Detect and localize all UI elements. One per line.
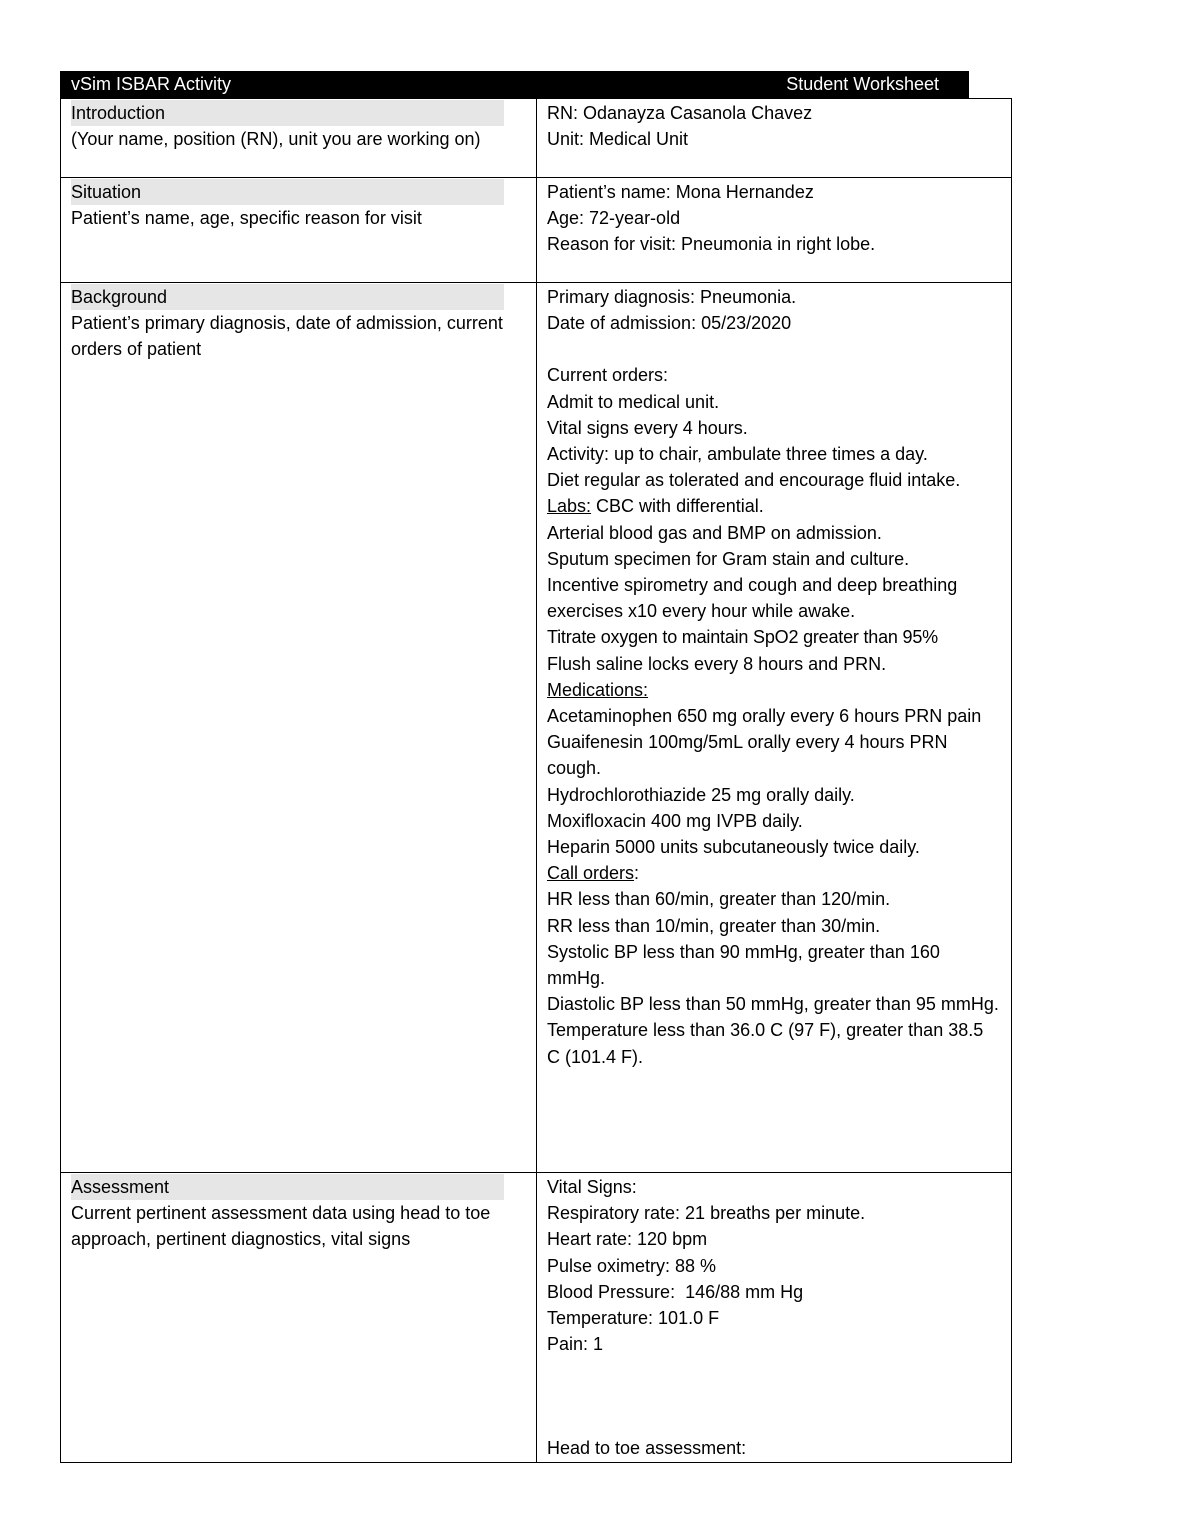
situation-prompt: Patient’s name, age, specific reason for visit — [71, 208, 422, 229]
situation-label: Situation — [71, 179, 504, 205]
reason-for-visit: Reason for visit: Pneumonia in right lobe. — [547, 234, 876, 255]
activity-title: vSim ISBAR Activity — [71, 74, 232, 94]
rn-name: RN: Odanayza Casanola Chavez — [547, 103, 813, 123]
background-row — [61, 283, 1012, 1173]
medication-item: Heparin 5000 units subcutaneously twice daily. — [547, 837, 920, 858]
call-order-item: RR less than 10/min, greater than 30/min. — [547, 915, 881, 936]
patient-name: Patient’s name: Mona Hernandez — [547, 182, 814, 202]
lab-item: Arterial blood gas and BMP on admission. — [547, 522, 882, 543]
lab-item: Incentive spirometry and cough and deep breathing exercises x10 every hour while awake. — [547, 575, 963, 622]
orders-heading: Current orders: — [547, 365, 669, 386]
call-order-item: HR less than 60/min, greater than 120/min. — [547, 889, 891, 910]
vital-item: Blood Pressure: 146/88 mm Hg — [547, 1281, 804, 1302]
situation-row — [61, 178, 1012, 283]
assessment-label: Assessment — [71, 1174, 504, 1200]
vitals-heading: Vital Signs: — [547, 1177, 637, 1197]
call-orders-label: Call orders — [547, 863, 635, 884]
medication-item: Moxifloxacin 400 mg IVPB daily. — [547, 810, 803, 831]
unit: Unit: Medical Unit — [547, 129, 689, 150]
isbar-worksheet — [60, 71, 999, 1463]
admission-date: Date of admission: 05/23/2020 — [547, 313, 792, 334]
vital-item: Heart rate: 120 bpm — [547, 1229, 708, 1250]
medication-item: Hydrochlorothiazide 25 mg orally daily. — [547, 784, 855, 805]
worksheet-header — [60, 71, 969, 98]
background-prompt: Patient’s primary diagnosis, date of admission, current orders of patient — [71, 313, 508, 360]
order-item: Diet regular as tolerated and encourage fluid intake. — [547, 470, 961, 491]
lab-item: Titrate oxygen to maintain SpO2 greater than 95% — [547, 627, 938, 648]
call-orders-line: Call orders: — [547, 863, 640, 884]
vital-item: Pain: 1 — [547, 1334, 604, 1355]
order-item: Vital signs every 4 hours. — [547, 417, 748, 438]
introduction-row — [61, 99, 1012, 178]
vital-item: Temperature: 101.0 F — [547, 1308, 720, 1329]
introduction-prompt: (Your name, position (RN), unit you are working on) — [71, 129, 481, 150]
vital-item: Respiratory rate: 21 breaths per minute. — [547, 1203, 866, 1224]
call-order-item: Temperature less than 36.0 C (97 F), greater than 38.5 C (101.4 F). — [547, 1020, 989, 1067]
order-item: Activity: up to chair, ambulate three times a day. — [547, 444, 928, 465]
medication-item: Guaifenesin 100mg/5mL orally every 4 hours PRN cough. — [547, 732, 953, 779]
medication-item: Acetaminophen 650 mg orally every 6 hours PRN pain — [547, 706, 982, 727]
labs-label: Labs: — [547, 496, 592, 517]
primary-diagnosis: Primary diagnosis: Pneumonia. — [547, 287, 797, 307]
call-order-item: Systolic BP less than 90 mmHg, greater than 160 mmHg. — [547, 941, 945, 989]
assessment-prompt: Current pertinent assessment data using head to toe approach, pertinent diagnostics, vital signs — [71, 1203, 496, 1250]
lab-item: Sputum specimen for Gram stain and culture. — [547, 548, 910, 569]
lab-item: Flush saline locks every 8 hours and PRN. — [547, 653, 887, 674]
patient-age: Age: 72-year-old — [547, 208, 681, 229]
assessment-row — [61, 1173, 1012, 1463]
labs-first: CBC with differential. — [591, 496, 764, 517]
labs-line — [547, 493, 1001, 519]
introduction-label: Introduction — [71, 100, 504, 126]
order-item: Admit to medical unit. — [547, 391, 720, 412]
medications-label: Medications: — [547, 679, 649, 700]
call-order-item: Diastolic BP less than 50 mmHg, greater than 95 mmHg. — [547, 994, 999, 1015]
isbar-table — [60, 98, 1012, 1463]
background-label: Background — [71, 284, 504, 310]
vital-item: Pulse oximetry: 88 % — [547, 1255, 717, 1276]
worksheet-type: Student Worksheet — [786, 74, 939, 94]
head-to-toe-heading: Head to toe assessment: — [547, 1438, 747, 1459]
